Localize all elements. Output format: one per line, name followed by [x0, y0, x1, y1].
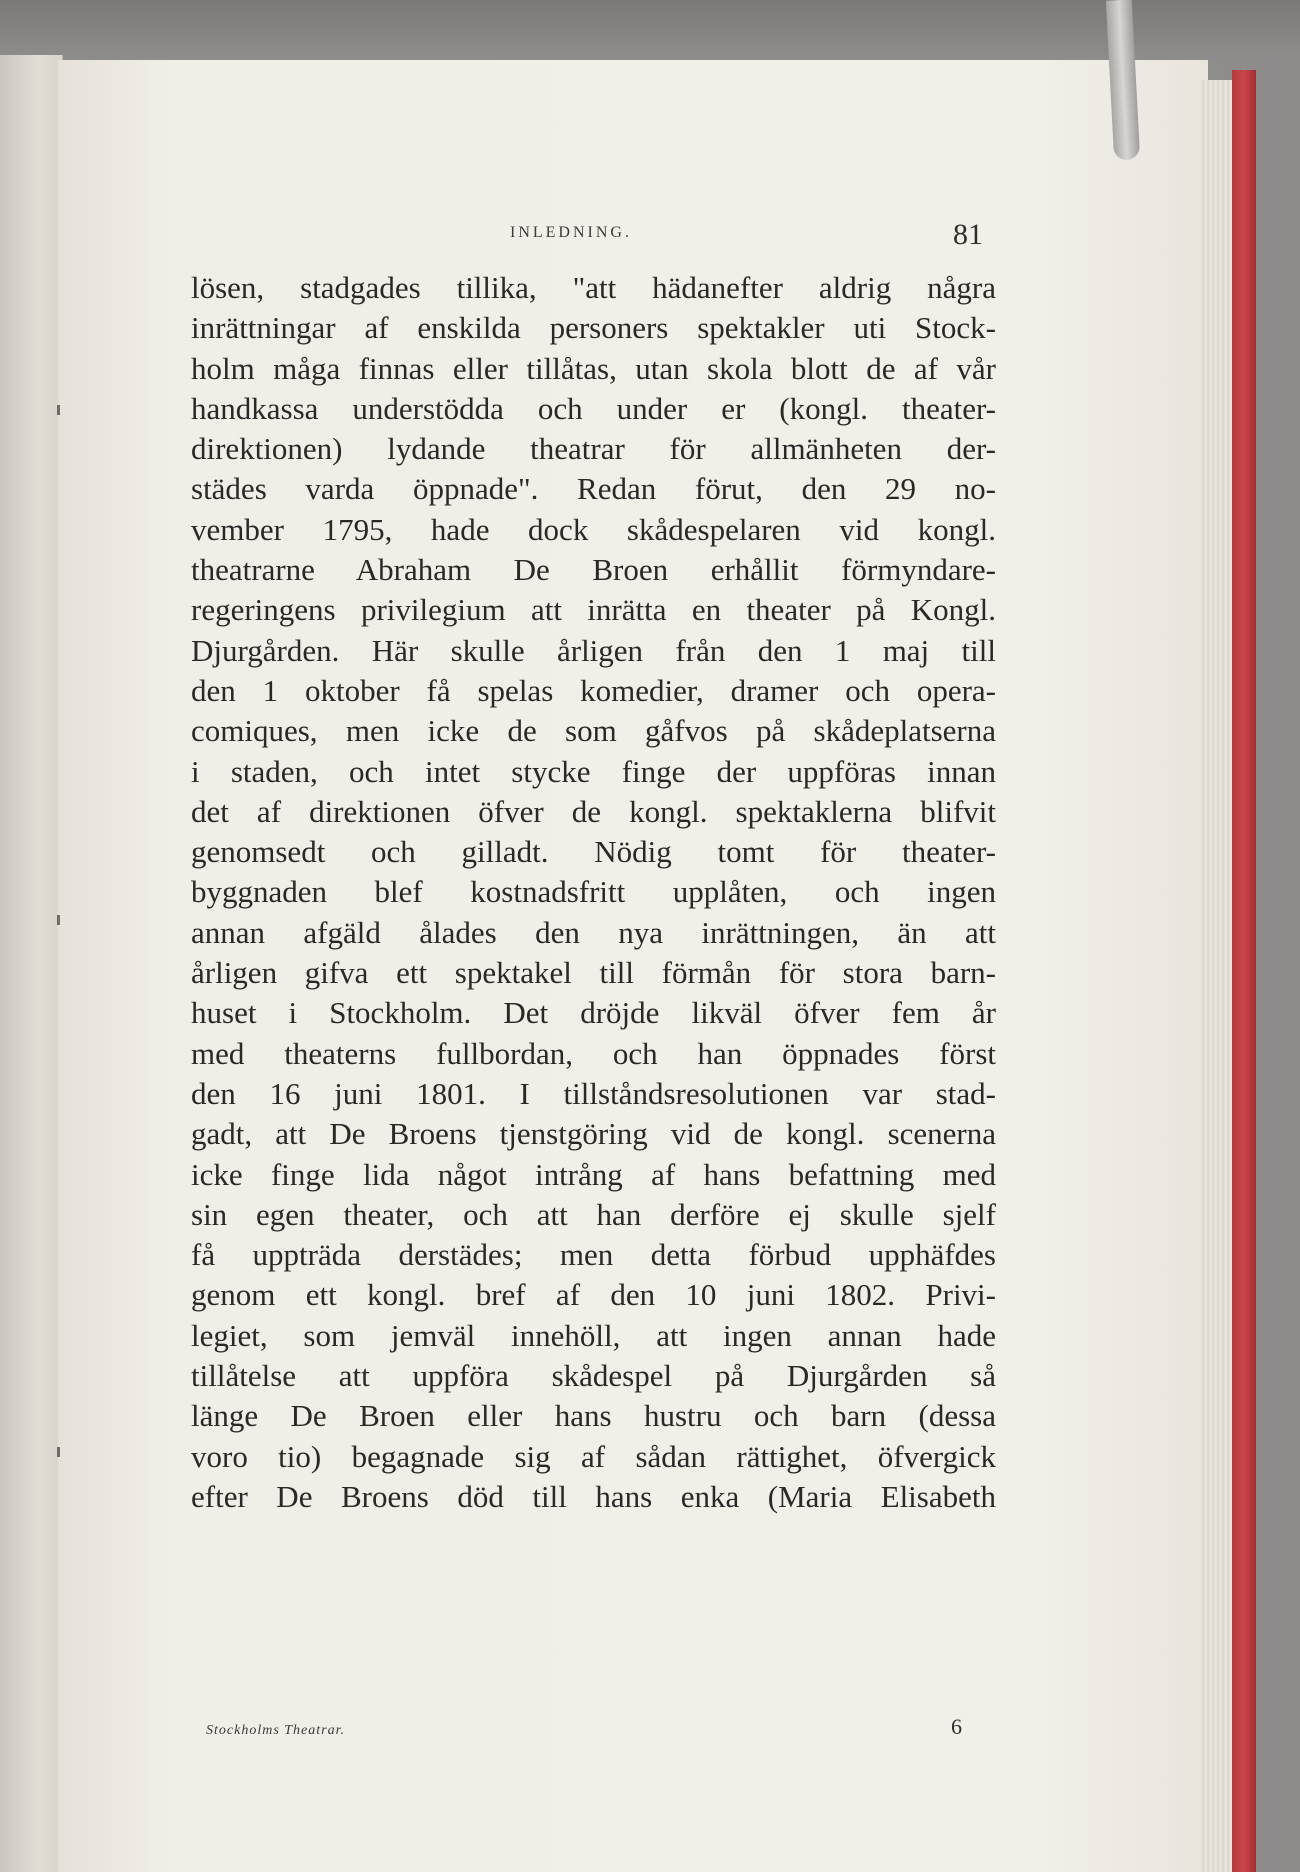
- text-line: det af direktionen öfver de kongl. spektaklerna blifvit: [191, 793, 996, 829]
- text-line: genomsedt och gilladt. Nödig tomt för theater-: [191, 834, 996, 870]
- text-line: få uppträda derstädes; men detta förbud upphäfdes: [191, 1237, 996, 1273]
- red-cover-edge: [1232, 70, 1256, 1872]
- margin-mark: [57, 915, 60, 925]
- text-line: handkassa understödda och under er (kongl. theater-: [191, 390, 996, 426]
- text-line: lösen, stadgades tillika, "att hädanefter aldrig några: [191, 270, 996, 305]
- text-line: städes varda öppnade". Redan förut, den 29 no-: [191, 471, 996, 507]
- text-line: icke finge lida något intrång af hans befattning med: [191, 1156, 996, 1192]
- running-head: INLEDNING.: [510, 224, 632, 241]
- body-text: [191, 268, 996, 1517]
- text-line: gadt, att De Broens tjenstgöring vid de kongl. scenerna: [191, 1116, 996, 1152]
- text-line: årligen gifva ett spektakel till förmån för stora barn-: [191, 955, 996, 991]
- margin-mark: [57, 405, 60, 415]
- text-line: huset i Stockholm. Det dröjde likväl öfver fem år: [191, 995, 996, 1031]
- margin-mark: [57, 1447, 60, 1457]
- text-line: Djurgården. Här skulle årligen från den 1 maj till: [191, 632, 996, 668]
- signature-number: 6: [951, 1714, 962, 1739]
- text-line: comiques, men icke de som gåfvos på skådeplatserna: [191, 713, 996, 749]
- text-line: med theaterns fullbordan, och han öppnades först: [191, 1035, 996, 1071]
- text-line: tillåtelse att uppföra skådespel på Djurgården så: [191, 1358, 996, 1394]
- page-number: 81: [953, 218, 983, 251]
- text-line: byggnaden blef kostnadsfritt upplåten, och ingen: [191, 874, 996, 910]
- text-line: direktionen) lydande theatrar för allmänheten der-: [191, 431, 996, 467]
- text-line: sin egen theater, och att han derföre ej skulle sjelf: [191, 1196, 996, 1232]
- text-line: den 16 juni 1801. I tillståndsresolutionen var stad-: [191, 1075, 996, 1111]
- text-line: länge De Broen eller hans hustru och barn (dessa: [191, 1398, 996, 1434]
- text-line: vember 1795, hade dock skådespelaren vid kongl.: [191, 511, 996, 547]
- text-line: theatrarne Abraham De Broen erhållit förmyndare-: [191, 552, 996, 588]
- text-line: regeringens privilegium att inrätta en theater på Kongl.: [191, 592, 996, 628]
- text-line: voro tio) begagnade sig af sådan rättighet, öfvergick: [191, 1438, 996, 1474]
- scanner-backdrop: [0, 0, 1300, 60]
- text-line: holm måga finnas eller tillåtas, utan skola blott de af vår: [191, 350, 996, 386]
- book-left-edge: [0, 55, 63, 1872]
- text-line: inrättningar af enskilda personers spektakler uti Stock-: [191, 310, 996, 346]
- text-line: legiet, som jemväl innehöll, att ingen annan hade: [191, 1317, 996, 1353]
- signature-mark: Stockholms Theatrar.: [206, 1723, 345, 1738]
- text-line: efter De Broens död till hans enka (Maria Elisabeth: [191, 1478, 996, 1514]
- text-line: den 1 oktober få spelas komedier, dramer och opera-: [191, 672, 996, 708]
- text-line: i staden, och intet stycke finge der uppföras innan: [191, 753, 996, 789]
- text-line: annan afgäld ålades den nya inrättningen, än att: [191, 914, 996, 950]
- text-line: genom ett kongl. bref af den 10 juni 1802. Privi-: [191, 1277, 996, 1313]
